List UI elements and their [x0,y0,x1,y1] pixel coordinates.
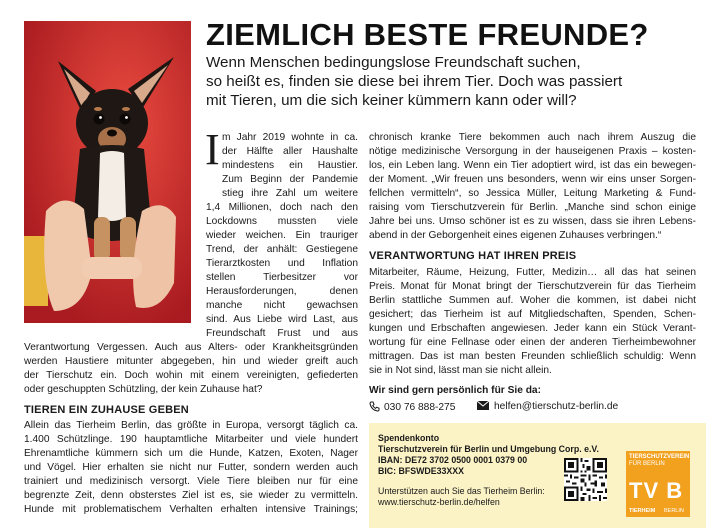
text-line: stieg ihre Zahl um weitere [222,188,358,199]
logo-bottom-right: BERLIN [664,508,684,514]
text-line: 1,4 Millionen, doch nach den [206,202,358,213]
text-line: Hunde mit problematischem Verhalten erhalten intensive Trainings; [24,504,358,515]
text-line: werden Haustiere mitunter abgegeben, hin und wieder greift auch [24,356,358,367]
text-line: m Jahr 2019 wohnte in ca. [222,132,358,143]
text-line: sie in Not sind, lässt man sie nicht allein. [369,365,552,376]
text-line: der Hälfte aller Haushalte [222,146,358,157]
text-line: chronisch kranke Tiere bekommen auch nach ihrem Auszug die [369,132,696,143]
text-line: trainiert und medizinisch versorgt. Viele Tiere bleiben nur für eine [24,476,358,487]
text-line: wieder weichen. Ein trauriger [206,230,358,241]
intro-deck [206,53,706,110]
text-line: stellen Tierbesitzer vor [206,272,358,283]
phone-contact[interactable] [369,401,455,415]
text-line: Herausforderungen, denen [206,286,358,297]
text-line: der Tierschutz ein. Doch wohin mit einem vereinigten, gefiederten [24,370,358,381]
tierschutzverein-logo [626,451,690,517]
text-line: mittragen. Das ist man besten Freunden schließlich schuldig: Wenn [369,351,696,362]
donation-iban: IBAN: DE72 3702 0500 0001 0379 00 [378,455,528,465]
deck-line: Wenn Menschen bedingungslose Freundschaft suchen, [206,54,581,71]
donation-url[interactable]: www.tierschutz-berlin.de/helfen [378,497,500,507]
text-line: wortung für eine Fellnase oder einen der anderen Tierheimbewohner [369,337,696,348]
text-line: Trend, der anhält: Gestiegene [206,244,358,255]
email-contact[interactable] [477,401,618,413]
text-line: los, ein Leben lang. Wenn ein Tier adoptiert wird, ist das ein bewegen- [369,160,696,171]
text-line: Allein das Tierheim Berlin, das größte in Europa, versorgt täglich ca. [24,420,358,431]
text-line: Preis. Monat für Monat bringt der Tierschutzverein für das Tierheim [369,281,696,292]
logo-letters: TV B [629,478,684,503]
qr-code[interactable] [564,458,607,501]
logo-line1: TIERSCHUTZVEREIN [629,454,690,460]
text-line: nötige medizinische Versorgung in der hauseigenen Praxis – kosten- [369,146,696,157]
text-line: gesichert; das Tierheim ist auf Mitgliedschaften, Spenden, Schen- [369,309,696,320]
donation-bic: BIC: BFSWDE33XXX [378,466,465,476]
text-line: Ehrenamtliche kümmern sich um die Hunde, Katzen, Exoten, Nager [24,448,358,459]
text-line: raising vom Tierschutzverein für Berlin. „Manche sind schon einige [369,202,696,213]
subheading-tieren-ein-zuhause: TIEREN EIN ZUHAUSE GEBEN [24,404,189,416]
text-line: manche nicht gewachsen [206,300,358,311]
text-line: begrenzte Zeit, denn obsterstes Ziel ist es, sie wieder zu vermitteln. [24,490,358,501]
contact-heading: Wir sind gern persönlich für Sie da: [369,385,541,396]
text-line: Mitarbeiter, Räume, Heizung, Futter, Medizin… all das hat seinen [369,267,696,278]
text-line: abend in der Geborgenheit eines eigenen Zuhauses verbringen.“ [369,230,662,241]
text-line: Freundschaft Frust und aus [206,328,358,339]
text-line: Zum Beginn der Pandemie [222,174,358,185]
logo-line2: FÜR BERLIN [629,461,665,467]
deck-line: so heißt es, finden sie diese bei ihrem Tier. Doch was passiert [206,73,623,90]
phone-icon [369,401,380,415]
envelope-icon [477,401,489,413]
text-line: Berlin stattliche Summen auf. Woher die kommen, ist dabei nicht [369,295,696,306]
drop-cap: I [205,125,220,174]
logo-bottom-left: TIERHEIM [629,508,656,514]
donation-title: Spendenkonto [378,433,440,443]
text-line: Tierarztkosten und Inflation [206,258,358,269]
email-address: helfen@tierschutz-berlin.de [494,401,619,412]
donation-org: Tierschutzverein für Berlin und Umgebung Corp. e.V. [378,444,599,454]
text-line: sind. Aus Liebe wird Last, aus [206,314,358,325]
deck-line: mit Tieren, um die sich keiner kümmern kann oder will? [206,92,577,109]
text-line: fellchen vermitteln“, so Jessica Müller, Leitung Marketing & Fund- [369,188,696,199]
text-line: der Moment. „Wir freuen uns besonders, wenn wir eins unser Sorgen- [369,174,696,185]
subheading-verantwortung: VERANTWORTUNG HAT IHREN PREIS [369,250,577,262]
text-line: Lockdowns mussten viele [206,216,358,227]
chihuahua-illustration [24,21,191,323]
phone-number: 030 76 888-275 [384,402,456,413]
donation-online-text: Unterstützen auch Sie das Tierheim Berlin: [378,486,545,496]
text-line: kungen und Erbschaften angewiesen. Jeder kann ein Stück Verant- [369,323,696,334]
text-line: und Vögel. Hier erhalten sie nicht nur Futter, sondern werden auch [24,462,358,473]
chihuahua-photo [24,21,191,323]
text-line: Jahre bei uns. Umso schöner ist es zu wissen, dass sie ihren Lebens- [369,216,696,227]
text-line: oder geschuppten Schützling, der kein Zuhause hat? [24,384,263,395]
text-line: Verantwortung Vergessen. Auch aus Alters- oder Krankheitsgründen [24,342,358,353]
headline: ZIEMLICH BESTE FREUNDE? [206,17,649,52]
text-line: 1.400 Schützlinge. 190 hauptamtliche Mitarbeiter und viele hundert [24,434,358,445]
text-line: mindestens ein Haustier. [222,160,358,171]
